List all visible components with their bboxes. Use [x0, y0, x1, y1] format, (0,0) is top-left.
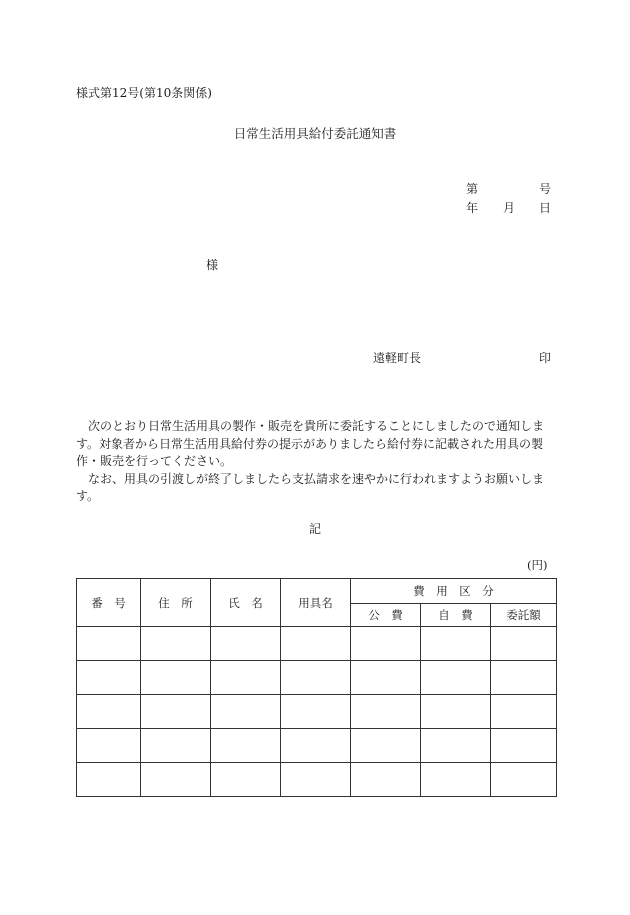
date-year: 年 — [466, 201, 479, 215]
table-cell[interactable] — [491, 695, 557, 729]
header-address: 住 所 — [141, 579, 211, 627]
body-text — [76, 418, 556, 506]
date-day: 日 — [539, 201, 552, 215]
number-suffix: 号 — [539, 182, 552, 196]
table-cell[interactable] — [351, 729, 421, 763]
table-row — [77, 729, 557, 763]
table-cell[interactable] — [421, 763, 491, 797]
recipient-honorific: 様 — [206, 258, 219, 272]
table-cell[interactable] — [141, 729, 211, 763]
seal-mark: 印 — [539, 351, 552, 365]
header-public-cost: 公 費 — [351, 604, 421, 627]
table-cell[interactable] — [211, 763, 281, 797]
form-number: 様式第12号(第10条関係) — [76, 86, 212, 100]
table-cell[interactable] — [77, 695, 141, 729]
number-prefix: 第 — [466, 182, 479, 196]
table-row — [77, 627, 557, 661]
table-cell[interactable] — [421, 661, 491, 695]
unit-label: (円) — [527, 558, 548, 572]
table-cell[interactable] — [281, 661, 351, 695]
table-cell[interactable] — [281, 763, 351, 797]
body-paragraph: なお、用具の引渡しが終了しましたら支払請求を速やかに行われますようお願いします。 — [76, 471, 545, 503]
table-cell[interactable] — [491, 627, 557, 661]
table-cell[interactable] — [281, 695, 351, 729]
header-equipment: 用具名 — [281, 579, 351, 627]
table-row — [77, 661, 557, 695]
table-cell[interactable] — [351, 661, 421, 695]
header-name: 氏 名 — [211, 579, 281, 627]
document-title: 日常生活用具給付委託通知書 — [233, 126, 397, 141]
commission-table — [76, 578, 557, 797]
ki-heading: 記 — [308, 522, 321, 536]
table-cell[interactable] — [421, 695, 491, 729]
table-cell[interactable] — [77, 729, 141, 763]
header-cost-group: 費 用 区 分 — [351, 579, 557, 604]
table-cell[interactable] — [141, 763, 211, 797]
table-cell[interactable] — [77, 661, 141, 695]
table-cell[interactable] — [211, 729, 281, 763]
table-cell[interactable] — [351, 695, 421, 729]
table-cell[interactable] — [141, 695, 211, 729]
table-cell[interactable] — [281, 729, 351, 763]
table-cell[interactable] — [141, 627, 211, 661]
table-cell[interactable] — [421, 729, 491, 763]
table-cell[interactable] — [141, 661, 211, 695]
table-cell[interactable] — [281, 627, 351, 661]
table-cell[interactable] — [211, 695, 281, 729]
header-number: 番 号 — [77, 579, 141, 627]
header-self-cost: 自 費 — [421, 604, 491, 627]
table-cell[interactable] — [491, 729, 557, 763]
body-paragraph: 次のとおり日常生活用具の製作・販売を貴所に委託することにしましたので通知します。対象者から日常生活用具給付券の提示がありましたら給付券に記載された用具の製作・販売を行ってください。 — [76, 419, 545, 468]
table-body — [77, 627, 557, 797]
date-month: 月 — [503, 201, 516, 215]
table-cell[interactable] — [491, 763, 557, 797]
table-cell[interactable] — [491, 661, 557, 695]
table-row — [77, 763, 557, 797]
table-cell[interactable] — [351, 763, 421, 797]
table-cell[interactable] — [77, 763, 141, 797]
table-row — [77, 695, 557, 729]
sender-name: 遠軽町長 — [373, 351, 422, 365]
table-cell[interactable] — [211, 627, 281, 661]
table-cell[interactable] — [211, 661, 281, 695]
table-cell[interactable] — [351, 627, 421, 661]
table-cell[interactable] — [421, 627, 491, 661]
header-commission: 委託額 — [491, 604, 557, 627]
table-cell[interactable] — [77, 627, 141, 661]
